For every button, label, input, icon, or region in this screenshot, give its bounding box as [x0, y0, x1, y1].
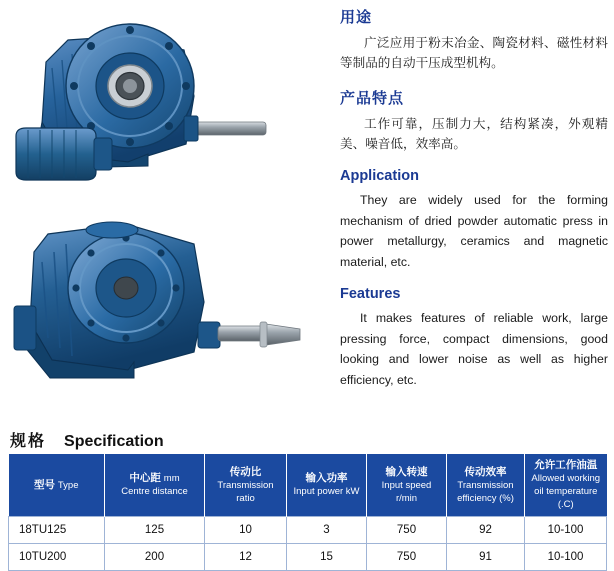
cell-efficiency: 91: [447, 544, 525, 571]
usage-heading: 用途: [340, 9, 373, 26]
col-centre-distance: [105, 454, 205, 517]
col-transmission-ratio-cn: 传动比: [229, 465, 262, 478]
product-features-body: 工作可靠，压制力大，结构紧凑，外观精美、噪音低，效率高。: [340, 117, 608, 151]
cell-type: 10TU200: [9, 544, 105, 571]
col-efficiency-en: Transmission efficiency (%): [457, 479, 514, 504]
cell-centre-distance: 200: [105, 544, 205, 571]
cell-transmission-ratio: 12: [205, 544, 287, 571]
col-input-speed-unit: r/min: [395, 492, 418, 504]
col-input-power-cn: 输入功率: [305, 472, 348, 484]
product-photo-top: [8, 4, 308, 194]
table-row: [9, 544, 607, 571]
col-type-en: Type: [57, 479, 79, 491]
col-centre-distance-unit: mm: [163, 473, 180, 484]
cell-input-speed: 750: [367, 517, 447, 544]
col-oil-temperature-en: Allowed working oil temperature (.C): [531, 473, 601, 510]
spec-title-cn: 规格: [10, 433, 47, 450]
application-heading: Application: [340, 168, 419, 184]
table-row: [9, 517, 607, 544]
specification-table: [8, 454, 607, 571]
section-product-features: [340, 87, 608, 154]
product-features-heading: 产品特点: [340, 90, 405, 107]
cell-input-power: 15: [287, 544, 367, 571]
section-usage: [340, 6, 608, 73]
application-body: They are widely used for the forming mechanism of dried powder automatic press in power metallurgy, ceramics and magnetic material, etc.: [340, 193, 608, 269]
col-input-power-en: Input power kW: [293, 486, 360, 497]
cell-centre-distance: 125: [105, 517, 205, 544]
spec-title: [10, 428, 164, 451]
table-header-row: [9, 454, 607, 517]
product-images: [0, 0, 330, 430]
description-column: [340, 6, 608, 404]
col-efficiency: [447, 454, 525, 517]
product-photo-bottom: [8, 210, 308, 405]
col-input-power: [287, 454, 367, 517]
features-body: It makes features of reliable work, large pressing force, compact dimensions, good looking and lower noise as well as higher efficiency, etc.: [340, 311, 608, 387]
col-oil-temperature: [525, 454, 607, 517]
col-transmission-ratio-en: Transmission ratio: [217, 479, 274, 504]
cell-oil-temperature: 10-100: [525, 544, 607, 571]
cell-oil-temperature: 10-100: [525, 517, 607, 544]
section-features: [340, 286, 608, 390]
col-input-speed-cn: 输入转速: [385, 465, 428, 478]
col-input-speed: [367, 454, 447, 517]
section-application: [340, 168, 608, 272]
spec-title-en: Specification: [64, 433, 164, 450]
col-input-speed-en: Input speed: [381, 479, 432, 491]
cell-transmission-ratio: 10: [205, 517, 287, 544]
col-efficiency-cn: 传动效率: [464, 465, 507, 478]
cell-efficiency: 92: [447, 517, 525, 544]
cell-input-speed: 750: [367, 544, 447, 571]
features-heading: Features: [340, 286, 401, 302]
cell-type: 18TU125: [9, 517, 105, 544]
col-oil-temperature-cn: 允许工作油温: [534, 459, 598, 471]
col-transmission-ratio: [205, 454, 287, 517]
col-type-cn: 型号: [33, 478, 55, 491]
col-centre-distance-en: Centre distance: [121, 486, 188, 497]
cell-input-power: 3: [287, 517, 367, 544]
col-centre-distance-cn: 中心距: [129, 472, 161, 484]
col-type: [9, 454, 105, 517]
usage-body: 广泛应用于粉末冶金、陶瓷材料、磁性材料等制品的自动干压成型机构。: [340, 36, 608, 70]
